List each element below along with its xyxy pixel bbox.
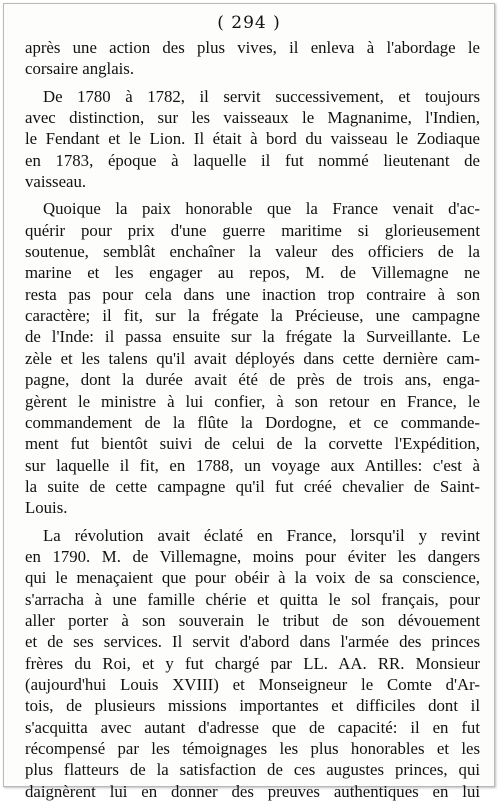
paragraph	[25, 198, 480, 518]
paragraph	[25, 525, 480, 802]
text-line: le Fendant et le Lion. Il était à bord du vaisseau le Zodiaque	[25, 129, 480, 149]
text-line: en 1783, époque à laquelle il fut nommé lieutenant de	[25, 150, 480, 170]
text-line: frères du Roi, et y fut chargé par LL. AA. RR. Monsieur	[25, 653, 480, 673]
text-line: soutenue, semblât enchaîner la valeur des officiers de la	[25, 242, 480, 262]
text-line: tois, de plusieurs missions importantes et difficiles dont il	[25, 696, 480, 716]
text-line: et de ses services. Il servit d'abord dans l'armée des princes	[25, 632, 480, 652]
text-line: De 1780 à 1782, il servit successivement, et toujours	[43, 86, 480, 106]
text-line: gèrent le ministre à lui confier, à son retour en France, le	[25, 391, 480, 411]
text-line: corsaire anglais.	[25, 59, 135, 79]
text-line: la suite de cette campagne qu'il fut créé chevalier de Saint-	[25, 476, 480, 496]
text-line: resta pas pour cela dans une inaction trop contraire à son	[25, 284, 480, 304]
text-line: récompensé par les témoignages les plus honorables et les	[25, 739, 480, 758]
text-line: (aujourd'hui Louis XVIII) et Monseigneur le Comte d'Ar-	[25, 674, 480, 694]
text-line: caractère; il fit, sur la frégate la Précieuse, une campagne	[25, 306, 480, 326]
text-line: commandement de la flûte la Dordogne, et ce commande-	[25, 412, 480, 432]
text-line: quérir pour prix d'une guerre maritime si glorieusement	[25, 220, 480, 240]
text-line: pagne, dont la durée avait été de près de trois ans, enga-	[25, 370, 480, 390]
text-line: plus flatteurs de la satisfaction de ces augustes princes, qui	[25, 760, 480, 780]
page-text	[25, 37, 480, 802]
text-line: s'arracha à une famille chérie et quitta le sol français, pour	[25, 589, 480, 609]
text-line: s'acquitta avec autant d'adresse que de capacité: il en fut	[25, 717, 480, 737]
text-line: ment fut bientôt suivi de celui de la corvette l'Expédition,	[25, 434, 480, 454]
text-line: qui le menaçaient que pour obéir à la voix de sa conscience,	[25, 568, 480, 588]
text-line: La révolution avait éclaté en France, lorsqu'il y revint	[43, 525, 480, 545]
text-line: Louis.	[25, 498, 68, 518]
paragraph	[25, 86, 480, 193]
text-line: avec distinction, sur les vaisseaux le Magnanime, l'Indien,	[25, 108, 480, 128]
paragraph	[25, 37, 480, 80]
text-line: Quoique la paix honorable que la France venait d'ac-	[43, 199, 480, 219]
page-number: ( 294 )	[217, 13, 281, 33]
text-line: vaisseau.	[25, 172, 87, 192]
text-line: sur laquelle il fit, en 1788, un voyage aux Antilles: c'est à	[25, 455, 480, 475]
text-line: daignèrent lui en donner des preuves authentiques en lui	[25, 781, 480, 801]
text-line: zèle et les talens qu'il avait déployés dans cette dernière cam-	[25, 348, 480, 368]
text-line: en 1790. M. de Villemagne, moins pour éviter les dangers	[25, 546, 480, 566]
text-line: marine et les engager au repos, M. de Villemagne ne	[25, 263, 480, 283]
text-line: aller porter à son souverain le tribut de son dévouement	[25, 610, 480, 630]
text-line: après une action des plus vives, il enleva à l'abordage le	[25, 38, 480, 57]
text-line: de l'Inde: il passa ensuite sur la frégate la Surveillante. Le	[25, 327, 480, 347]
book-page	[3, 3, 495, 801]
